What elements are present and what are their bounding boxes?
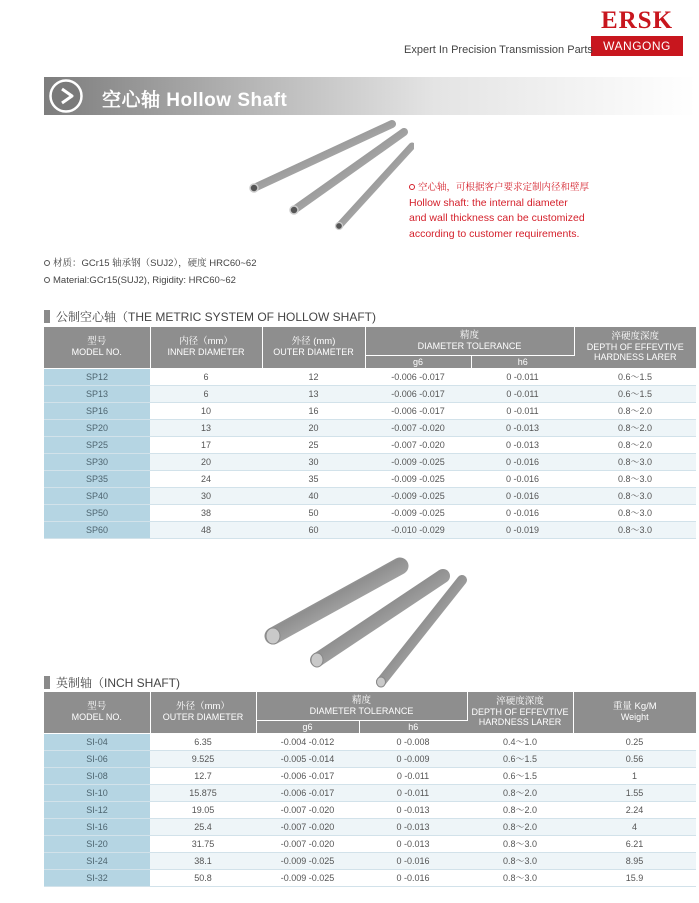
table-cell: 6: [150, 368, 262, 385]
bullet-icon: [409, 184, 415, 190]
material-info: [44, 255, 257, 289]
table-cell: 19.05: [150, 801, 256, 818]
table-cell: 0.25: [573, 733, 696, 750]
table-cell: 0 -0.016: [359, 852, 467, 869]
table-cell: 0.8～2.0: [467, 784, 573, 801]
table-row: [44, 767, 696, 784]
table-cell: 31.75: [150, 835, 256, 852]
table-cell: 0.4～1.0: [467, 733, 573, 750]
table-cell: 50.8: [150, 869, 256, 886]
table-cell: SI-16: [44, 818, 150, 835]
table-cell: -0.009 -0.025: [256, 869, 359, 886]
table-cell: 0.8～3.0: [467, 869, 573, 886]
brand-logo: [591, 6, 683, 56]
table-row: [44, 818, 696, 835]
table-cell: 0.8～3.0: [574, 453, 696, 470]
table-cell: 20: [262, 419, 365, 436]
header-outer-diameter: 外径 (mm) OUTER DIAMETER: [262, 327, 365, 368]
table-cell: 0.8～2.0: [467, 801, 573, 818]
table-cell: -0.007 -0.020: [256, 835, 359, 852]
table-cell: SP40: [44, 487, 150, 504]
header-g6: g6: [365, 355, 471, 368]
table-cell: 20: [150, 453, 262, 470]
table-cell: SI-10: [44, 784, 150, 801]
table-cell: SP13: [44, 385, 150, 402]
note-en-2: and wall thickness can be customized: [409, 212, 585, 225]
table-cell: 48: [150, 521, 262, 538]
table-cell: 0 -0.011: [359, 784, 467, 801]
table-cell: 0.8～2.0: [467, 818, 573, 835]
table-cell: 4: [573, 818, 696, 835]
table-cell: 0.6～1.5: [574, 385, 696, 402]
table-cell: -0.004 -0.012: [256, 733, 359, 750]
table-cell: 0.8～2.0: [574, 402, 696, 419]
table-cell: 0 -0.016: [471, 487, 574, 504]
material-cn: 材质：GCr15 轴承钢（SUJ2），硬度 HRC60~62: [53, 258, 257, 269]
note-cn: 空心轴，可根据客户要求定制内径和壁厚: [418, 182, 590, 193]
table-cell: SP50: [44, 504, 150, 521]
table-row: [44, 784, 696, 801]
table-cell: 30: [262, 453, 365, 470]
table-cell: 0 -0.011: [359, 767, 467, 784]
header-h6: h6: [359, 720, 467, 733]
table-cell: 0 -0.013: [359, 818, 467, 835]
table-cell: -0.006 -0.017: [256, 784, 359, 801]
table-cell: 24: [150, 470, 262, 487]
table-cell: 0 -0.019: [471, 521, 574, 538]
table-cell: 0 -0.016: [359, 869, 467, 886]
header-hardness: 淬硬度深度 DEPTH OF EFFEVTIVE HARDNESS LARER: [467, 692, 573, 733]
header-h6: h6: [471, 355, 574, 368]
table-cell: 38.1: [150, 852, 256, 869]
table-cell: -0.007 -0.020: [256, 801, 359, 818]
table-row: [44, 521, 696, 538]
table-row: [44, 504, 696, 521]
table-cell: 0 -0.011: [471, 368, 574, 385]
table-cell: 12: [262, 368, 365, 385]
header-tolerance: 精度 DIAMETER TOLERANCE: [365, 327, 574, 355]
table-cell: SI-32: [44, 869, 150, 886]
table-cell: 1: [573, 767, 696, 784]
table-cell: 25: [262, 436, 365, 453]
table-cell: 10: [150, 402, 262, 419]
table-cell: -0.006 -0.017: [365, 385, 471, 402]
table-cell: -0.007 -0.020: [256, 818, 359, 835]
table-row: [44, 733, 696, 750]
table-row: [44, 750, 696, 767]
table-cell: -0.010 -0.029: [365, 521, 471, 538]
note-en-1: Hollow shaft: the internal diameter: [409, 196, 568, 209]
brand-sub: WANGONG: [591, 36, 683, 56]
table-cell: 0 -0.016: [471, 504, 574, 521]
table-row: [44, 470, 696, 487]
table-cell: 0.56: [573, 750, 696, 767]
table-cell: 6: [150, 385, 262, 402]
arrow-circle-icon: [49, 79, 83, 113]
page-title: 空心轴 Hollow Shaft: [102, 90, 288, 111]
table-cell: 0 -0.013: [359, 801, 467, 818]
inch-table: [44, 692, 696, 887]
table-row: [44, 368, 696, 385]
table-row: [44, 852, 696, 869]
table-cell: SP16: [44, 402, 150, 419]
table-cell: 9.525: [150, 750, 256, 767]
table-cell: 6.21: [573, 835, 696, 852]
table-cell: 0.8～3.0: [574, 470, 696, 487]
header-model: 型号 MODEL NO.: [44, 327, 150, 368]
table-cell: -0.007 -0.020: [365, 436, 471, 453]
table-cell: 0.8～2.0: [574, 436, 696, 453]
table-cell: SI-24: [44, 852, 150, 869]
header-model: 型号 MODEL NO.: [44, 692, 150, 733]
table-cell: 0.6～1.5: [467, 767, 573, 784]
header-g6: g6: [256, 720, 359, 733]
brand-name: ERSK: [600, 7, 674, 34]
table-cell: -0.006 -0.017: [365, 368, 471, 385]
table-cell: 0 -0.013: [471, 419, 574, 436]
table-cell: 0.6～1.5: [574, 368, 696, 385]
table-cell: SI-12: [44, 801, 150, 818]
hollow-shaft-image: [244, 118, 414, 236]
table-cell: -0.007 -0.020: [365, 419, 471, 436]
table-cell: 12.7: [150, 767, 256, 784]
table-cell: 35: [262, 470, 365, 487]
table-cell: SI-04: [44, 733, 150, 750]
header-outer-diameter: 外径（mm） OUTER DIAMETER: [150, 692, 256, 733]
table-cell: -0.009 -0.025: [256, 852, 359, 869]
bullet-icon: [44, 260, 50, 266]
table-cell: 25.4: [150, 818, 256, 835]
table-cell: SP12: [44, 368, 150, 385]
title-bar: [44, 77, 696, 115]
material-en: Material:GCr15(SUJ2), Rigidity: HRC60~62: [53, 275, 236, 286]
table-cell: 0.8～2.0: [574, 419, 696, 436]
header-weight: 重量 Kg/M Weight: [573, 692, 696, 733]
table-cell: 0 -0.011: [471, 402, 574, 419]
table-cell: SP60: [44, 521, 150, 538]
section-marker: [44, 676, 50, 689]
table-cell: 13: [262, 385, 365, 402]
table-cell: -0.006 -0.017: [256, 767, 359, 784]
table-cell: 2.24: [573, 801, 696, 818]
inch-section-title: 英制轴（INCH SHAFT): [44, 674, 180, 691]
tagline: Expert In Precision Transmission Parts: [404, 44, 593, 56]
table-cell: 0.8～3.0: [467, 852, 573, 869]
table-cell: 15.875: [150, 784, 256, 801]
table-cell: 0 -0.011: [471, 385, 574, 402]
table-cell: 8.95: [573, 852, 696, 869]
table-cell: -0.005 -0.014: [256, 750, 359, 767]
table-cell: -0.009 -0.025: [365, 453, 471, 470]
table-cell: 13: [150, 419, 262, 436]
table-row: [44, 801, 696, 818]
table-cell: 1.55: [573, 784, 696, 801]
table-cell: -0.009 -0.025: [365, 504, 471, 521]
table-cell: 0.8～3.0: [574, 487, 696, 504]
header-hardness: 淬硬度深度 DEPTH OF EFFEVTIVE HARDNESS LARER: [574, 327, 696, 368]
table-cell: 6.35: [150, 733, 256, 750]
table-cell: SP20: [44, 419, 150, 436]
table-cell: 0 -0.016: [471, 470, 574, 487]
bullet-icon: [44, 277, 50, 283]
table-row: [44, 869, 696, 886]
note-en-3: according to customer requirements.: [409, 227, 580, 240]
header-inner-diameter: 内径（mm） INNER DIAMETER: [150, 327, 262, 368]
table-cell: 0 -0.009: [359, 750, 467, 767]
table-cell: 0 -0.013: [359, 835, 467, 852]
solid-shaft-image: [255, 556, 470, 691]
table-row: [44, 419, 696, 436]
table-row: [44, 835, 696, 852]
table-cell: -0.009 -0.025: [365, 470, 471, 487]
table-cell: SI-08: [44, 767, 150, 784]
table-row: [44, 436, 696, 453]
table-cell: 50: [262, 504, 365, 521]
table-cell: -0.006 -0.017: [365, 402, 471, 419]
table-cell: 0.8～3.0: [467, 835, 573, 852]
table-cell: SP25: [44, 436, 150, 453]
metric-table: [44, 327, 696, 539]
table-cell: SP35: [44, 470, 150, 487]
table-row: [44, 385, 696, 402]
table-cell: 38: [150, 504, 262, 521]
table-cell: 0.8～3.0: [574, 504, 696, 521]
table-cell: 0.8～3.0: [574, 521, 696, 538]
table-cell: 40: [262, 487, 365, 504]
table-cell: 15.9: [573, 869, 696, 886]
table-cell: 0.6～1.5: [467, 750, 573, 767]
table-cell: SI-06: [44, 750, 150, 767]
table-row: [44, 487, 696, 504]
header-tolerance: 精度 DIAMETER TOLERANCE: [256, 692, 467, 720]
table-cell: 16: [262, 402, 365, 419]
table-cell: SI-20: [44, 835, 150, 852]
table-cell: 30: [150, 487, 262, 504]
metric-section-title: 公制空心轴（THE METRIC SYSTEM OF HOLLOW SHAFT): [44, 308, 376, 325]
table-cell: 0 -0.008: [359, 733, 467, 750]
table-cell: -0.009 -0.025: [365, 487, 471, 504]
hollow-shaft-note: [409, 180, 629, 242]
section-marker: [44, 310, 50, 323]
table-row: [44, 453, 696, 470]
table-cell: 60: [262, 521, 365, 538]
table-cell: SP30: [44, 453, 150, 470]
table-cell: 0 -0.013: [471, 436, 574, 453]
table-row: [44, 402, 696, 419]
table-cell: 17: [150, 436, 262, 453]
table-cell: 0 -0.016: [471, 453, 574, 470]
